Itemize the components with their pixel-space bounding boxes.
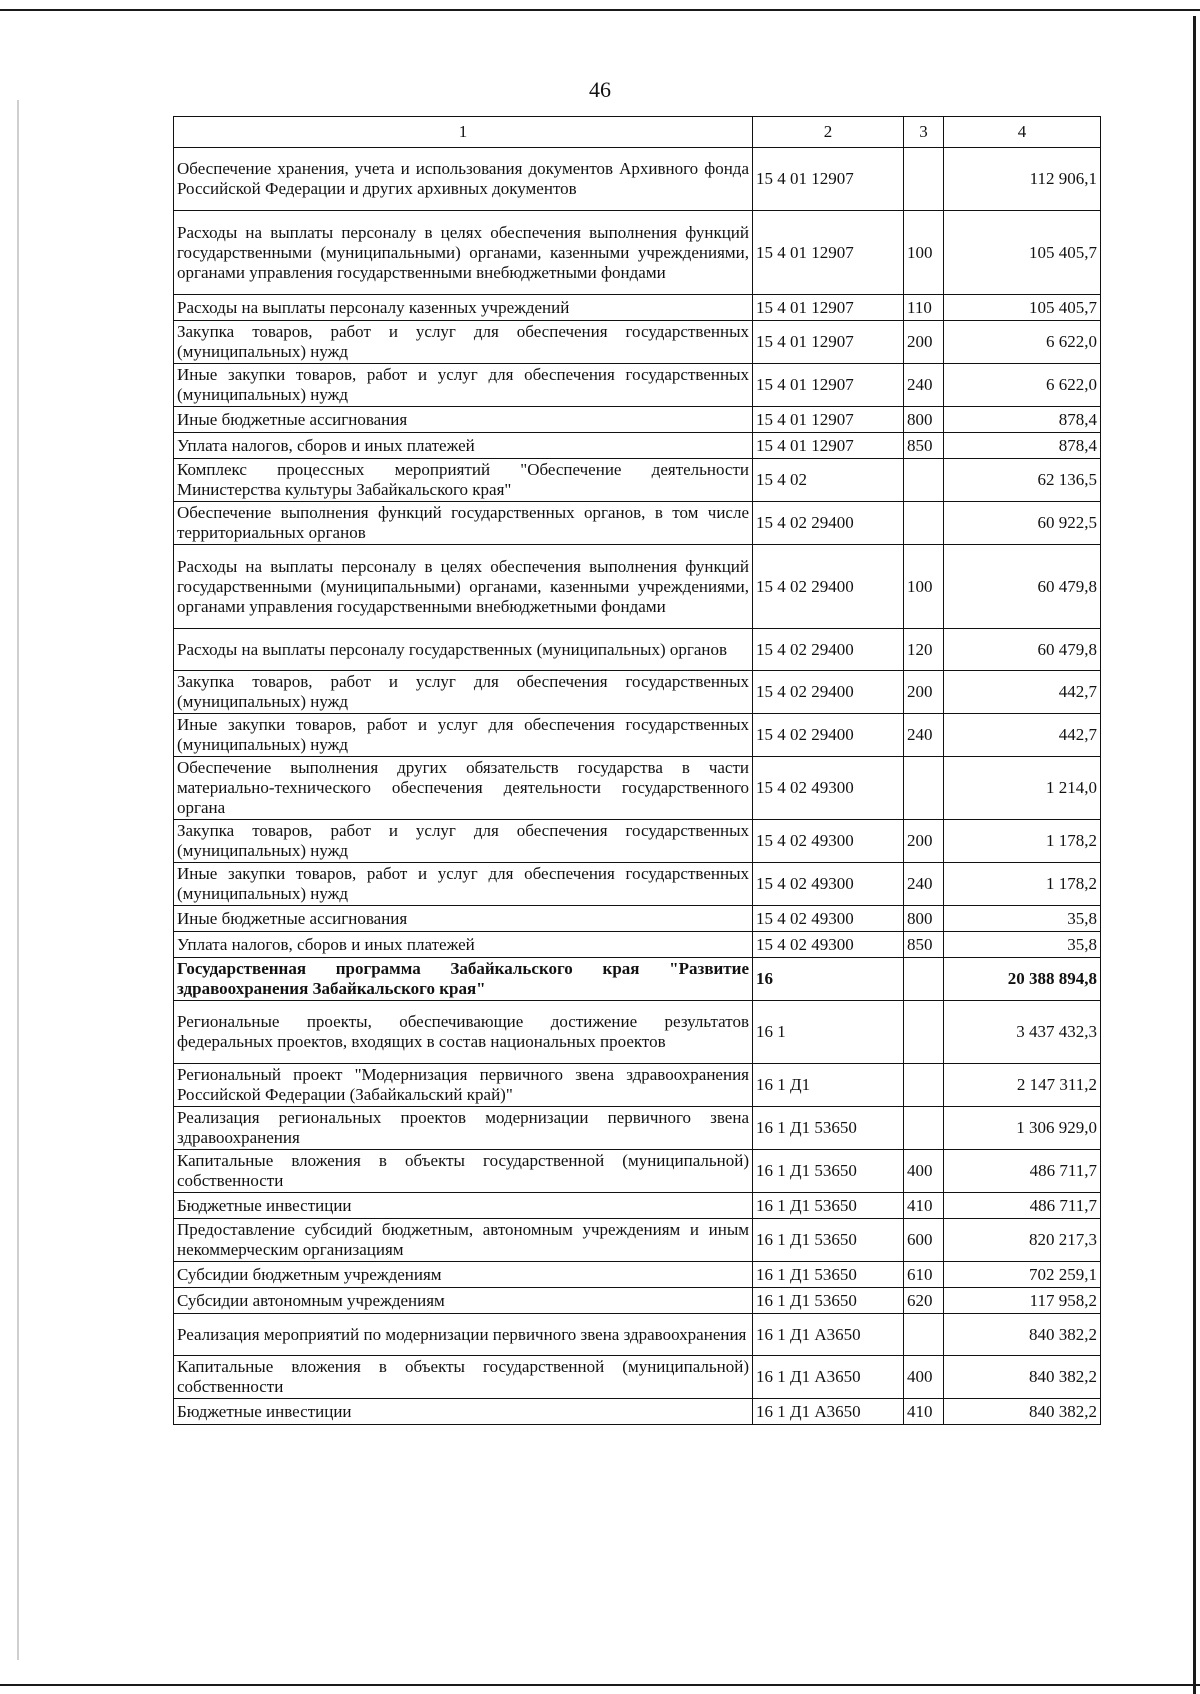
row-name-cell: Иные бюджетные ассигнования	[174, 906, 753, 932]
row-code-cell: 15 4 02 29400	[753, 545, 904, 629]
table-row	[174, 714, 1101, 757]
row-amount-cell: 878,4	[944, 407, 1101, 433]
row-type-cell: 200	[904, 671, 944, 714]
table-row	[174, 1150, 1101, 1193]
row-type-cell: 800	[904, 906, 944, 932]
row-name-cell: Иные бюджетные ассигнования	[174, 407, 753, 433]
scan-border-right	[1193, 16, 1196, 1694]
table-row	[174, 148, 1101, 211]
row-code-cell: 16 1 Д1	[753, 1064, 904, 1107]
row-code-cell: 15 4 02 29400	[753, 671, 904, 714]
table-row	[174, 757, 1101, 820]
budget-table	[173, 116, 1101, 1425]
row-code-cell: 15 4 02 49300	[753, 820, 904, 863]
row-type-cell	[904, 1064, 944, 1107]
table-row	[174, 295, 1101, 321]
row-type-cell	[904, 148, 944, 211]
row-code-cell: 16 1 Д1 53650	[753, 1193, 904, 1219]
row-type-cell	[904, 502, 944, 545]
row-name-cell: Капитальные вложения в объекты государственной (муниципальной) собственности	[174, 1356, 753, 1399]
row-type-cell: 410	[904, 1399, 944, 1425]
row-name-cell: Иные закупки товаров, работ и услуг для обеспечения государственных (муниципальных) нужд	[174, 863, 753, 906]
row-name-cell: Капитальные вложения в объекты государственной (муниципальной) собственности	[174, 1150, 753, 1193]
row-type-cell	[904, 1001, 944, 1064]
row-code-cell: 16 1 Д1 А3650	[753, 1399, 904, 1425]
scan-border-bottom	[0, 1684, 1200, 1686]
row-code-cell: 15 4 01 12907	[753, 321, 904, 364]
row-code-cell: 16 1 Д1 53650	[753, 1150, 904, 1193]
row-name-cell: Региональные проекты, обеспечивающие достижение результатов федеральных проектов, входящих в состав национальных проектов	[174, 1001, 753, 1064]
table-row	[174, 1001, 1101, 1064]
row-amount-cell: 60 479,8	[944, 545, 1101, 629]
row-code-cell: 15 4 01 12907	[753, 364, 904, 407]
row-type-cell: 240	[904, 364, 944, 407]
row-amount-cell: 878,4	[944, 433, 1101, 459]
row-name-cell: Расходы на выплаты персоналу казенных учреждений	[174, 295, 753, 321]
table-row	[174, 1193, 1101, 1219]
table-row	[174, 1314, 1101, 1356]
row-amount-cell: 442,7	[944, 671, 1101, 714]
table-row	[174, 958, 1101, 1001]
table-row	[174, 1288, 1101, 1314]
table-row	[174, 1399, 1101, 1425]
row-code-cell: 16	[753, 958, 904, 1001]
row-name-cell: Расходы на выплаты персоналу в целях обеспечения выполнения функций государственными (муниципальными) органами, казенными учреждениями, органами управления государственными внебюджетными фондами	[174, 211, 753, 295]
row-type-cell: 110	[904, 295, 944, 321]
row-code-cell: 16 1 Д1 53650	[753, 1262, 904, 1288]
row-name-cell: Иные закупки товаров, работ и услуг для обеспечения государственных (муниципальных) нужд	[174, 364, 753, 407]
row-amount-cell: 6 622,0	[944, 364, 1101, 407]
row-amount-cell: 6 622,0	[944, 321, 1101, 364]
row-name-cell: Расходы на выплаты персоналу государственных (муниципальных) органов	[174, 629, 753, 671]
row-code-cell: 15 4 01 12907	[753, 211, 904, 295]
row-name-cell: Уплата налогов, сборов и иных платежей	[174, 932, 753, 958]
row-amount-cell: 105 405,7	[944, 295, 1101, 321]
row-name-cell: Уплата налогов, сборов и иных платежей	[174, 433, 753, 459]
row-amount-cell: 840 382,2	[944, 1399, 1101, 1425]
row-amount-cell: 117 958,2	[944, 1288, 1101, 1314]
row-amount-cell: 60 479,8	[944, 629, 1101, 671]
row-name-cell: Расходы на выплаты персоналу в целях обеспечения выполнения функций государственными (муниципальными) органами, казенными учреждениями, органами управления государственными внебюджетными фондами	[174, 545, 753, 629]
row-amount-cell: 442,7	[944, 714, 1101, 757]
page-number: 46	[589, 77, 611, 102]
row-code-cell: 15 4 01 12907	[753, 433, 904, 459]
row-type-cell	[904, 1314, 944, 1356]
table-row	[174, 863, 1101, 906]
row-amount-cell: 486 711,7	[944, 1193, 1101, 1219]
table-row	[174, 820, 1101, 863]
row-name-cell: Бюджетные инвестиции	[174, 1193, 753, 1219]
row-amount-cell: 840 382,2	[944, 1314, 1101, 1356]
row-code-cell: 15 4 02 49300	[753, 863, 904, 906]
row-type-cell: 850	[904, 433, 944, 459]
row-amount-cell: 60 922,5	[944, 502, 1101, 545]
table-row	[174, 502, 1101, 545]
row-code-cell: 16 1 Д1 А3650	[753, 1356, 904, 1399]
row-name-cell: Иные закупки товаров, работ и услуг для обеспечения государственных (муниципальных) нужд	[174, 714, 753, 757]
row-amount-cell: 3 437 432,3	[944, 1001, 1101, 1064]
row-code-cell: 15 4 02 49300	[753, 932, 904, 958]
row-code-cell: 15 4 02 29400	[753, 629, 904, 671]
row-type-cell: 400	[904, 1356, 944, 1399]
row-code-cell: 16 1 Д1 53650	[753, 1219, 904, 1262]
table-row	[174, 407, 1101, 433]
row-amount-cell: 820 217,3	[944, 1219, 1101, 1262]
table-row	[174, 932, 1101, 958]
row-code-cell: 16 1 Д1 53650	[753, 1288, 904, 1314]
row-type-cell: 800	[904, 407, 944, 433]
table-row	[174, 1219, 1101, 1262]
row-code-cell: 15 4 02 29400	[753, 714, 904, 757]
row-type-cell: 850	[904, 932, 944, 958]
row-name-cell: Региональный проект "Модернизация первичного звена здравоохранения Российской Федерации (Забайкальский край)"	[174, 1064, 753, 1107]
row-code-cell: 16 1 Д1 А3650	[753, 1314, 904, 1356]
row-type-cell: 100	[904, 211, 944, 295]
row-type-cell	[904, 1107, 944, 1150]
row-type-cell	[904, 958, 944, 1001]
row-name-cell: Комплекс процессных мероприятий "Обеспечение деятельности Министерства культуры Забайкальского края"	[174, 459, 753, 502]
row-code-cell: 16 1	[753, 1001, 904, 1064]
row-name-cell: Предоставление субсидий бюджетным, автономным учреждениям и иным некоммерческим организациям	[174, 1219, 753, 1262]
row-name-cell: Реализация мероприятий по модернизации первичного звена здравоохранения	[174, 1314, 753, 1356]
table-row	[174, 545, 1101, 629]
table-row	[174, 629, 1101, 671]
row-code-cell: 15 4 02 49300	[753, 757, 904, 820]
row-name-cell: Обеспечение выполнения функций государственных органов, в том числе территориальных органов	[174, 502, 753, 545]
scan-border-left	[17, 100, 19, 1660]
row-type-cell	[904, 757, 944, 820]
row-amount-cell: 702 259,1	[944, 1262, 1101, 1288]
row-type-cell: 120	[904, 629, 944, 671]
row-name-cell: Закупка товаров, работ и услуг для обеспечения государственных (муниципальных) нужд	[174, 671, 753, 714]
header-col-4: 4	[944, 117, 1101, 148]
row-amount-cell: 105 405,7	[944, 211, 1101, 295]
row-name-cell: Государственная программа Забайкальского края "Развитие здравоохранения Забайкальского края"	[174, 958, 753, 1001]
row-name-cell: Субсидии бюджетным учреждениям	[174, 1262, 753, 1288]
table-body	[174, 148, 1101, 1425]
row-type-cell: 200	[904, 820, 944, 863]
row-name-cell: Обеспечение хранения, учета и использования документов Архивного фонда Российской Федерации и других архивных документов	[174, 148, 753, 211]
row-code-cell: 15 4 02 29400	[753, 502, 904, 545]
row-name-cell: Реализация региональных проектов модернизации первичного звена здравоохранения	[174, 1107, 753, 1150]
row-code-cell: 15 4 01 12907	[753, 407, 904, 433]
row-amount-cell: 20 388 894,8	[944, 958, 1101, 1001]
row-name-cell: Бюджетные инвестиции	[174, 1399, 753, 1425]
row-amount-cell: 62 136,5	[944, 459, 1101, 502]
row-name-cell: Закупка товаров, работ и услуг для обеспечения государственных (муниципальных) нужд	[174, 321, 753, 364]
row-amount-cell: 1 178,2	[944, 820, 1101, 863]
table-row	[174, 906, 1101, 932]
table-row	[174, 1064, 1101, 1107]
row-type-cell: 400	[904, 1150, 944, 1193]
row-code-cell: 15 4 02	[753, 459, 904, 502]
row-type-cell: 610	[904, 1262, 944, 1288]
table-header-row	[174, 117, 1101, 148]
row-amount-cell: 840 382,2	[944, 1356, 1101, 1399]
table-row	[174, 433, 1101, 459]
table-row	[174, 459, 1101, 502]
row-amount-cell: 35,8	[944, 932, 1101, 958]
row-amount-cell: 1 306 929,0	[944, 1107, 1101, 1150]
table-row	[174, 1356, 1101, 1399]
table-row	[174, 1262, 1101, 1288]
row-type-cell: 240	[904, 863, 944, 906]
row-type-cell: 100	[904, 545, 944, 629]
row-amount-cell: 112 906,1	[944, 148, 1101, 211]
row-amount-cell: 35,8	[944, 906, 1101, 932]
header-col-1: 1	[174, 117, 753, 148]
row-amount-cell: 486 711,7	[944, 1150, 1101, 1193]
table-row	[174, 321, 1101, 364]
row-type-cell: 410	[904, 1193, 944, 1219]
table-row	[174, 1107, 1101, 1150]
table-row	[174, 364, 1101, 407]
row-code-cell: 16 1 Д1 53650	[753, 1107, 904, 1150]
row-amount-cell: 1 178,2	[944, 863, 1101, 906]
row-code-cell: 15 4 01 12907	[753, 295, 904, 321]
row-type-cell	[904, 459, 944, 502]
row-type-cell: 200	[904, 321, 944, 364]
row-type-cell: 240	[904, 714, 944, 757]
row-code-cell: 15 4 02 49300	[753, 906, 904, 932]
row-type-cell: 620	[904, 1288, 944, 1314]
table-row	[174, 211, 1101, 295]
table-row	[174, 671, 1101, 714]
header-col-2: 2	[753, 117, 904, 148]
row-code-cell: 15 4 01 12907	[753, 148, 904, 211]
row-name-cell: Закупка товаров, работ и услуг для обеспечения государственных (муниципальных) нужд	[174, 820, 753, 863]
scan-border-top	[0, 9, 1200, 11]
header-col-3: 3	[904, 117, 944, 148]
row-amount-cell: 1 214,0	[944, 757, 1101, 820]
row-name-cell: Обеспечение выполнения других обязательств государства в части материально-технического обеспечения деятельности государственного органа	[174, 757, 753, 820]
row-type-cell: 600	[904, 1219, 944, 1262]
row-amount-cell: 2 147 311,2	[944, 1064, 1101, 1107]
row-name-cell: Субсидии автономным учреждениям	[174, 1288, 753, 1314]
